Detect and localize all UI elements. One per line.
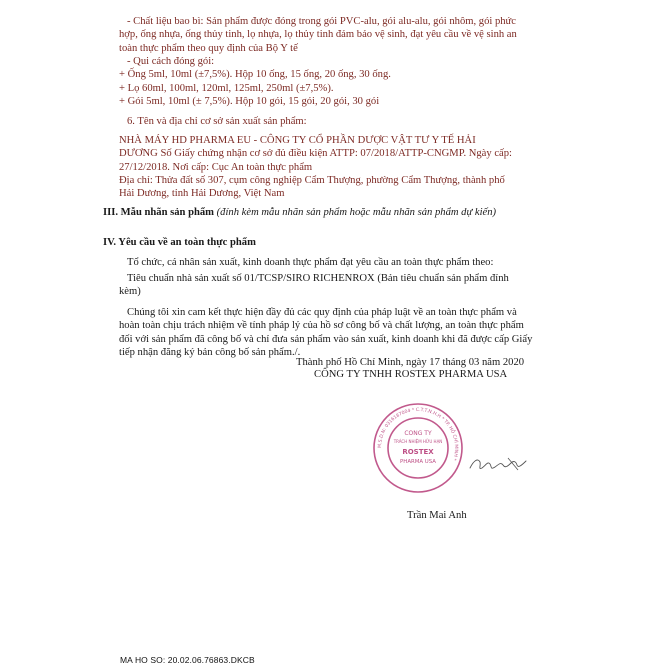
text-line: kèm) xyxy=(119,286,141,298)
document-code xyxy=(120,655,255,665)
intro-text: Tổ chức, cá nhân sản xuất, kinh doanh thực phẩm đạt yêu cầu an toàn thực phẩm theo: xyxy=(127,257,494,268)
manufacturer-address xyxy=(119,174,505,201)
section-4-intro xyxy=(127,256,493,269)
text-line: Chúng tôi xin cam kết thực hiện đầy đủ các quy định của pháp luật về an toàn thực phẩm và xyxy=(127,307,517,318)
spec-title: - Qui cách đóng gói: xyxy=(127,56,215,67)
section-3-note: (đính kèm mẫu nhãn sản phẩm hoặc mẫu nhãn sản phẩm dự kiến) xyxy=(216,207,497,218)
heading-text: 6. Tên và địa chỉ cơ sở sản xuất sản phẩm: xyxy=(127,116,307,127)
text-line: Địa chỉ: Thửa đất số 307, cụm công nghiệp Cẩm Thượng, phường Cẩm Thượng, thành phố xyxy=(119,175,505,186)
seal-line: CÔNG TY xyxy=(404,430,432,437)
seal-line: PHARMA USA xyxy=(400,459,436,465)
text-line: Tiêu chuẩn nhà sản xuất số 01/TCSP/SIRO RICHENROX (Bản tiêu chuẩn sản phẩm đính xyxy=(127,273,509,284)
company-name-text: CÔNG TY TNHH ROSTEX PHARMA USA xyxy=(314,369,508,380)
text-line: đối với sản phẩm đã công bố và chỉ đưa sản phẩm vào sản xuất, kinh doanh khi đã được cấp Giấy xyxy=(119,333,533,345)
section-4-title xyxy=(103,236,256,249)
spec-item: + Lọ 60ml, 100ml, 120ml, 125ml, 250ml (±7,5%). xyxy=(119,82,334,94)
text-line: 27/12/2018. Nơi cấp: Cục An toàn thực phẩm xyxy=(119,161,313,173)
section-3-title: III. Mẫu nhãn sản phẩm xyxy=(103,207,214,218)
seal-ring-text: M.S.D.N: 0316187004 * C.T.T.N.H.H * TP. HỒ CHÍ MINH * xyxy=(377,407,459,462)
company-seal xyxy=(372,402,464,494)
text-line: Hải Dương, tỉnh Hải Dương, Việt Nam xyxy=(119,188,285,200)
text-line: NHÀ MÁY HD PHARMA EU - CÔNG TY CỔ PHẦN DƯỢC VẬT TƯ Y TẾ HẢI xyxy=(119,135,476,146)
text-line: hợp, ống nhựa, ống thủy tinh, lọ nhựa, lọ thủy tinh đảm bảo vệ sinh, đạt yêu cầu về vệ sinh an xyxy=(119,29,517,41)
text-line: toàn thực phẩm theo quy định của Bộ Y tế xyxy=(119,42,298,54)
signer-name xyxy=(407,509,467,522)
seal-line: TRÁCH NHIỆM HỮU HẠN xyxy=(393,439,443,444)
section-4-commitment xyxy=(119,306,532,360)
section-4-standard xyxy=(119,272,509,299)
section-4-title-text: IV. Yêu cầu về an toàn thực phẩm xyxy=(103,237,256,248)
manufacturer-name xyxy=(119,134,512,174)
text-line: hoàn toàn chịu trách nhiệm về tính pháp lý của hồ sơ công bố và chất lượng, an toàn thực phẩm xyxy=(119,320,524,332)
document-code-text: MA HO SO: 20.02.06.76863.DKCB xyxy=(120,655,255,665)
text-line: - Chất liệu bao bì: Sản phẩm được đóng trong gói PVC-alu, gói alu-alu, gói nhôm, gói phức xyxy=(127,16,516,27)
spec-item: + Ống 5ml, 10ml (±7,5%). Hộp 10 ống, 15 ống, 20 ống, 30 ống. xyxy=(119,69,391,81)
spec-item: + Gói 5ml, 10ml (± 7,5%). Hộp 10 gói, 15 gói, 20 gói, 30 gói xyxy=(119,96,380,108)
signer-name-text: Trần Mai Anh xyxy=(407,510,467,521)
packaging-specs xyxy=(119,55,391,109)
place-date-text: Thành phố Hồ Chí Minh, ngày 17 tháng 03 năm 2020 xyxy=(296,357,525,368)
text-line: tiếp nhận đăng ký bản công bố sản phẩm./. xyxy=(119,347,301,359)
text-line: DƯƠNG Số Giấy chứng nhận cơ sở đủ điều kiện ATTP: 07/2018/ATTP-CNGMP. Ngày cấp: xyxy=(119,148,512,160)
seal-line: ROSTEX xyxy=(402,448,434,456)
section-3-heading xyxy=(103,206,496,219)
manufacturer-heading xyxy=(127,115,307,128)
company-name xyxy=(314,368,507,381)
packaging-material xyxy=(119,15,517,55)
handwritten-signature xyxy=(468,452,528,476)
